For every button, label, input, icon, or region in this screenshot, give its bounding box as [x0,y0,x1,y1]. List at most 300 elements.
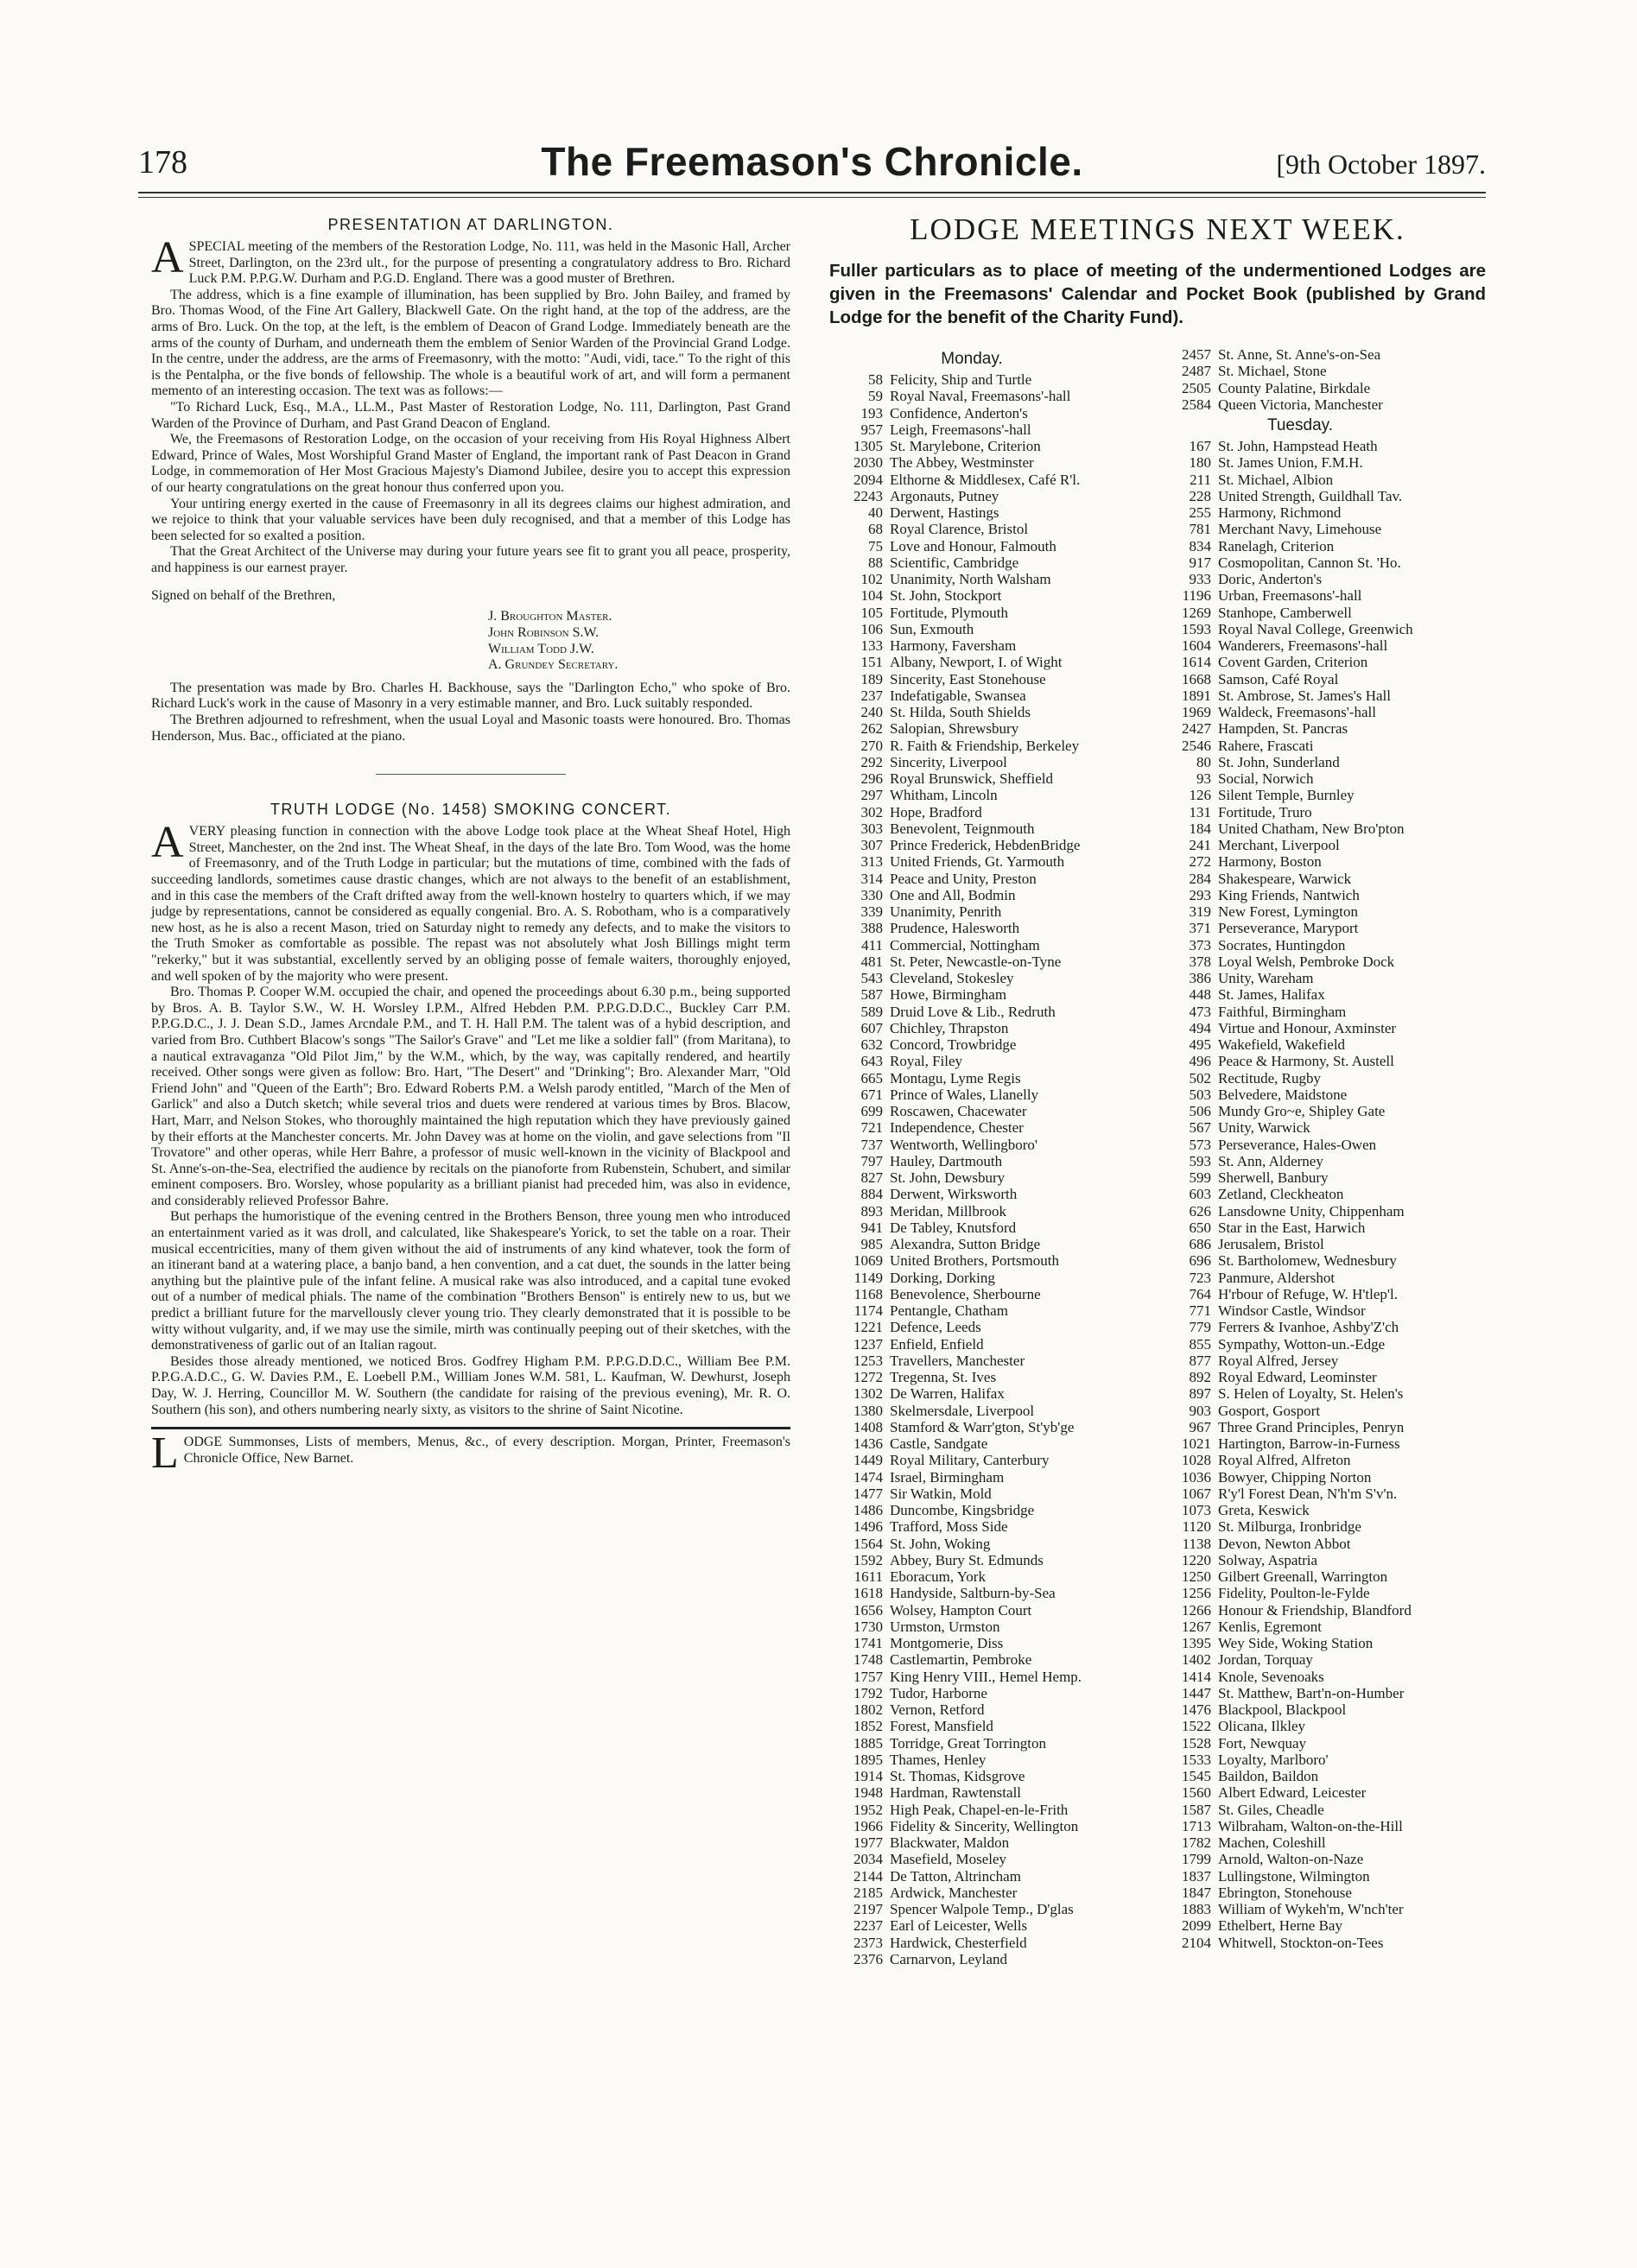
lodge-entry [1158,704,1477,720]
lodge-name-place: United Chatham, New Bro'pton [1218,820,1405,837]
lodge-name-place: Scientific, Cambridge [890,554,1019,571]
lodge-name-place: De Warren, Halifax [890,1385,1005,1403]
lodge-name-place: Benevolent, Teignmouth [890,820,1035,837]
lodge-name-place: Blackwater, Maldon [890,1834,1010,1851]
lodge-name-place: St. John, Stockport [890,587,1002,605]
lodge-name-place: H'rbour of Refuge, W. H'tlep'l. [1218,1285,1398,1302]
lodge-entry [1158,1868,1477,1885]
lodge-entry [829,605,1149,621]
lodge-name-place: Forest, Mansfield [890,1718,993,1735]
lodge-entry [1158,1286,1477,1302]
lodge-entry [1158,1403,1477,1419]
lodge-name-place: St. Bartholomew, Wednesbury [1218,1252,1397,1270]
lodge-name-place: Torridge, Great Torrington [890,1734,1046,1752]
lodge-name-place: Royal Clarence, Bristol [890,521,1029,538]
lodge-entry [829,920,1149,936]
lodge-number: 1253 [853,1352,883,1369]
lodge-entry [829,1053,1149,1069]
lodge-list-tuesday [1158,438,1477,1951]
lodge-name-place: Wilbraham, Walton-on-the-Hill [1218,1817,1403,1834]
lodge-entry [829,1917,1149,1934]
lodge-name-place: Samson, Café Royal [1218,670,1339,687]
lodge-number: 1449 [853,1452,883,1469]
lodge-entry [829,720,1149,737]
lodge-number: 411 [861,936,883,953]
lodge-number: 503 [1189,1086,1211,1103]
lodge-name-place: Lullingstone, Wilmington [1218,1867,1370,1885]
lodge-name-place: Silent Temple, Burnley [1218,787,1355,804]
lodge-entry [829,687,1149,704]
lodge-entry [1158,1669,1477,1685]
lodge-entry [1158,1752,1477,1768]
lodge-name-place: Concord, Trowbridge [890,1036,1017,1053]
lodge-entry [1158,820,1477,837]
lodge-entry [829,538,1149,554]
lodge-entry [829,1369,1149,1385]
lodge-entry [1158,521,1477,537]
dropcap: A [151,233,184,282]
lodge-entry [1158,887,1477,903]
lodge-name-place: Arnold, Walton-on-Naze [1218,1851,1364,1868]
lodge-number: 603 [1189,1186,1211,1203]
lodge-number: 2457 [1182,346,1211,363]
lodge-number: 68 [868,521,883,538]
lodge-number: 373 [1189,936,1211,953]
lodge-name-place: St. John, Dewsbury [890,1169,1006,1186]
masthead-title: The Freemason's Chronicle. [541,139,1083,184]
lodge-number: 650 [1189,1219,1211,1236]
lodge-name-place: Belvedere, Maidstone [1218,1086,1348,1103]
lodge-number: 1436 [853,1435,883,1452]
lodge-number: 1174 [853,1302,883,1319]
lodge-entry [1158,1701,1477,1718]
lodge-entry [829,1169,1149,1186]
lodge-name-place: Indefatigable, Swansea [890,687,1026,704]
lodge-name-place: Royal, Filey [890,1053,963,1070]
lodge-name-place: King Henry VIII., Hemel Hemp. [890,1668,1082,1685]
lodge-name-place: Eboracum, York [890,1568,986,1585]
lodge-name-place: Faithful, Birmingham [1218,1003,1347,1020]
lodge-entry [1158,571,1477,587]
lodge-name-place: Hardwick, Chesterfield [890,1934,1027,1951]
lodge-name-place: R. Faith & Friendship, Berkeley [890,737,1080,754]
lodge-name-place: Hope, Bradford [890,803,982,820]
lodge-name-place: Tregenna, St. Ives [890,1369,997,1385]
lodge-entry [1158,1369,1477,1385]
lodge-entry [1158,538,1477,554]
lodge-entry [1158,787,1477,803]
lodge-number: 1782 [1182,1834,1211,1851]
lodge-name-place: Duncombe, Kingsbridge [890,1502,1035,1518]
lodge-entry [829,1568,1149,1585]
lodge-name-place: Merchant, Liverpool [1218,837,1340,853]
lodge-name-place: Sir Watkin, Mold [890,1485,992,1502]
lodge-number: 371 [1189,920,1211,937]
lodge-number: 721 [860,1119,883,1137]
lodge-number: 2487 [1182,363,1211,380]
lodge-number: 448 [1189,986,1211,1004]
lodge-entry [1158,920,1477,936]
lodge-entry [829,953,1149,970]
signature: William Todd J.W. [488,641,594,656]
lodge-number: 167 [1189,438,1211,454]
lodge-number: 779 [1189,1319,1211,1336]
lodge-number: 607 [860,1019,883,1036]
lodge-entry [829,820,1149,837]
lodge-number: 386 [1189,970,1211,986]
lodge-number: 237 [860,687,883,704]
lodge-number: 1380 [853,1402,883,1419]
lodge-name-place: Ranelagh, Criterion [1218,537,1335,554]
page-header [138,138,1486,193]
lodge-name-place: Devon, Newton Abbot [1218,1535,1351,1552]
lodge-name-place: St. Marylebone, Criterion [890,438,1041,454]
article-title: TRUTH LODGE (No. 1458) SMOKING CONCERT. [270,801,672,819]
lodge-name-place: Blackpool, Blackpool [1218,1701,1347,1718]
lodge-name-place: One and All, Bodmin [890,886,1016,903]
lodge-number: 737 [860,1136,883,1153]
lodge-number: 104 [860,587,883,605]
lodge-entry [1158,346,1477,363]
lodge-entry [1158,1435,1477,1452]
lodge-number: 1891 [1182,687,1211,704]
lodge-number: 93 [1196,770,1211,787]
lodge-name-place: Perseverance, Hales-Owen [1218,1136,1377,1153]
lodge-number: 2104 [1182,1934,1211,1951]
lodge-number: 1408 [853,1418,883,1435]
lodge-entry [829,1685,1149,1701]
lodge-name-place: Merchant Navy, Limehouse [1218,521,1382,538]
lodge-entry [1158,396,1477,413]
lodge-entry [829,1286,1149,1302]
lodge-name-place: Royal Edward, Leominster [1218,1369,1377,1385]
lodge-name-place: Harmony, Boston [1218,853,1322,871]
lodge-name-place: Rectitude, Rugby [1218,1069,1321,1086]
lodge-entry [1158,970,1477,986]
lodge-entry [829,887,1149,903]
lodge-number: 40 [868,504,883,521]
lodge-name-place: Urban, Freemasons'-hall [1218,587,1362,605]
lodge-number: 1741 [853,1635,883,1651]
lodge-entry [1158,1834,1477,1851]
lodge-name-place: Harmony, Richmond [1218,504,1342,521]
lodge-name-place: Panmure, Aldershot [1218,1269,1336,1286]
paragraph: The presentation was made by Bro. Charles H. Backhouse, says the "Darlington Echo," who spoke of Bro. Richard Luck's work in the cause of Masonry in a very estimable manner, and Bro. Luck suitably responded. [151,680,790,712]
lodge-name-place: St. Thomas, Kidsgrove [890,1768,1025,1784]
lodge-entry [829,1651,1149,1668]
lodge-name-place: St. James Union, F.M.H. [1218,454,1363,472]
lodge-number: 1486 [853,1502,883,1518]
lodge-name-place: Peace & Harmony, St. Austell [1218,1053,1394,1070]
lodge-entry [1158,1336,1477,1353]
lodge-number: 1266 [1182,1601,1211,1619]
lodge-number: 293 [1189,886,1211,903]
lodge-name-place: Royal Brunswick, Sheffield [890,770,1054,787]
lodge-name-place: Skelmersdale, Liverpool [890,1402,1035,1419]
lodge-number: 877 [1189,1352,1211,1369]
lodge-number: 106 [860,620,883,637]
lodge-entry [1158,1917,1477,1934]
lodge-entry [829,1784,1149,1801]
lodge-name-place: St. Ambrose, St. James's Hall [1218,687,1391,704]
lodge-entry [1158,1635,1477,1651]
lodge-entry [829,1935,1149,1951]
lodge-number: 1618 [853,1585,883,1602]
signature: J. Broughton Master. [488,609,612,624]
lodge-entry [829,488,1149,504]
lodge-name-place: Star in the East, Harwich [1218,1219,1366,1236]
lodge-entry [829,1552,1149,1568]
lodge-name-place: Unanimity, North Walsham [890,571,1051,587]
lodge-name-place: Hampden, St. Pancras [1218,720,1348,738]
lodge-number: 1220 [1182,1551,1211,1568]
lodge-number: 240 [860,704,883,720]
lodge-name-place: Socrates, Huntingdon [1218,936,1346,953]
lodge-number: 957 [860,421,883,438]
lodge-name-place: Sun, Exmouth [890,620,974,637]
lodge-number: 495 [1189,1036,1211,1053]
lodge-number: 58 [868,371,883,388]
lodge-number: 1533 [1182,1751,1211,1768]
lodge-number: 297 [860,787,883,804]
lodge-name-place: Masefield, Moseley [890,1851,1007,1868]
lodge-name-place: Sincerity, East Stonehouse [890,670,1046,687]
lodge-name-place: Covent Garden, Criterion [1218,654,1368,671]
lodge-name-place: Ardwick, Manchester [890,1884,1018,1901]
lodge-name-place: Stamford & Warr'gton, St'yb'ge [890,1418,1075,1435]
lodge-number: 1885 [853,1734,883,1752]
lodge-name-place: Lansdowne Unity, Chippenham [1218,1202,1405,1220]
lodge-number: 2237 [853,1917,883,1935]
lodge-name-place: Albany, Newport, I. of Wight [890,654,1063,671]
lodge-name-place: Royal Naval, Freemasons'-hall [890,388,1071,405]
lodge-entry [829,1502,1149,1518]
lodge-number: 2427 [1182,720,1211,738]
lodge-number: 1895 [853,1751,883,1768]
lodge-number: 102 [860,571,883,587]
lodge-entry [829,1220,1149,1236]
header-rule-thin [138,197,1486,198]
lodge-entry [1158,720,1477,737]
lodge-entry [1158,953,1477,970]
lodge-entry [829,554,1149,571]
article-title: PRESENTATION AT DARLINGTON. [327,216,614,233]
lodge-number: 80 [1196,753,1211,770]
lodge-number: 193 [860,404,883,421]
lodge-name-place: St. John, Sunderland [1218,753,1340,770]
lodge-name-place: Ferrers & Ivanhoe, Ashby'Z'ch [1218,1319,1399,1336]
lodge-name-place: Israel, Birmingham [890,1468,1005,1486]
lodge-number: 184 [1189,820,1211,837]
lodge-name-place: Loyalty, Marlboro' [1218,1751,1329,1768]
lodge-entry [829,1469,1149,1486]
paragraph: We, the Freemasons of Restoration Lodge, on the occasion of your receiving from His Royal Highness Albert Edward, Prince of Wales, Most Worshipful Grand Master of England, the important rank of Past Deacon in Grand Lodge, in commemoration of Her Most Gracious Majesty's Diamond Jubilee, desire you to accept this expression of our hearty congratulations on the great honour thus conferred upon you. [151,432,790,495]
lodge-entry [1158,1020,1477,1036]
lodge-entry [1158,1302,1477,1319]
right-column [829,212,1486,2013]
lodge-name-place: Greta, Keswick [1218,1502,1310,1518]
lodge-name-place: Montagu, Lyme Regis [890,1069,1021,1086]
lodge-number: 1656 [853,1601,883,1619]
lodge-entry [1158,1536,1477,1552]
lodge-entry [1158,1236,1477,1252]
lodge-number: 855 [1189,1335,1211,1353]
lodge-entry [1158,1036,1477,1053]
lodge-entry [829,738,1149,754]
lodge-entry [829,770,1149,787]
lodge-number: 1196 [1182,587,1211,605]
lodge-name-place: Harmony, Faversham [890,637,1017,654]
lodge-entry [1158,1452,1477,1468]
lodge-name-place: Dorking, Dorking [890,1269,995,1286]
lodge-meetings-title: LODGE MEETINGS NEXT WEEK. [910,212,1405,246]
article-body [151,233,790,744]
lodge-number: 941 [860,1219,883,1236]
lodge-entry [1158,1784,1477,1801]
lodge-list [829,346,1486,2013]
lodge-number: 1120 [1182,1518,1211,1536]
lodge-entry [1158,1270,1477,1286]
lodge-entry [1158,363,1477,379]
lodge-number: 671 [860,1086,883,1103]
lodge-entry [1158,1169,1477,1186]
lodge-number: 884 [860,1186,883,1203]
lodge-number: 543 [860,970,883,986]
lodge-number: 255 [1189,504,1211,521]
lodge-number: 626 [1189,1202,1211,1220]
lodge-entry [829,1486,1149,1502]
lodge-number: 1474 [853,1468,883,1486]
lodge-number: 1395 [1182,1635,1211,1651]
lodge-name-place: Spencer Walpole Temp., D'glas [890,1901,1074,1917]
lodge-name-place: Hartington, Barrow-in-Furness [1218,1435,1400,1452]
paragraph: "To Richard Luck, Esq., M.A., LL.M., Past Master of Restoration Lodge, No. 111, Darlington, Past Grand Warden of the Province of Durham, and Past Grand Deacon of England. [151,399,790,431]
lodge-name-place: Ethelbert, Herne Bay [1218,1917,1342,1935]
lodge-entry [1158,1486,1477,1502]
lodge-entry [829,405,1149,421]
lodge-number: 827 [860,1169,883,1186]
lodge-entry [1158,1385,1477,1402]
lodge-entry [829,454,1149,471]
lodge-entry [829,504,1149,521]
lodge-number: 88 [868,554,883,571]
lodge-entry [829,1635,1149,1651]
lodge-entry [829,1004,1149,1020]
lodge-entry [829,970,1149,986]
lodge-number: 1668 [1182,670,1211,687]
lodge-entry [829,1901,1149,1917]
lodge-entry [1158,1119,1477,1136]
lodge-name-place: Derwent, Hastings [890,504,999,521]
lodge-entry [1158,1469,1477,1486]
lodge-entry [829,1802,1149,1818]
lodge-entry [829,1236,1149,1252]
lodge-number: 1604 [1182,637,1211,654]
lodge-number: 1592 [853,1551,883,1568]
lodge-number: 314 [860,870,883,887]
lodge-entry [1158,1602,1477,1619]
lodge-number: 2243 [853,487,883,504]
lodge-entry [1158,770,1477,787]
lodge-name-place: St. Ann, Alderney [1218,1152,1323,1169]
lodge-number: 1028 [1182,1452,1211,1469]
lodge-number: 303 [860,820,883,837]
lodge-entry [829,754,1149,770]
lodge-number: 262 [860,720,883,738]
paragraph: AVERY pleasing function in connection with the above Lodge took place at the Wheat Sheaf Hotel, High Street, Manchester, on the 2nd inst. The Wheat Sheaf, in the days of the late Bro. Tom Wood, was the home of Freemasonry, and of the Truth Lodge in particular; but the mutations of time, combined with the fads of succeeding landlords, sometimes cause drastic changes, which are not always to the benefit of an establishment, and in this case the members of the Craft drifted away from the well-known hostelry to quarters which, if we may judge by representations, cannot be considered as equally congenial. Bro. A. S. Robotham, who is a comparatively new host, as he is also a recent Mason, tried on Saturday night to remedy any defects, and to make the visitors to the Truth Smoker as comfortable as possible. The repast was not absolutely what Josh Billings might term "rekerky," but it was substantial, excellently served by an obliging posse of female waiters, thoroughly enjoyed, and well spoken of by the majority who were present. [151,818,790,984]
lodge-entry [1158,804,1477,820]
lodge-number: 1272 [853,1369,883,1385]
lodge-number: 307 [860,837,883,853]
lodge-entry [829,1718,1149,1734]
lodge-entry [1158,1053,1477,1069]
lodge-entry [829,1951,1149,1967]
lodge-name-place: Abbey, Bury St. Edmunds [890,1551,1044,1568]
lodge-number: 105 [860,604,883,621]
signature: A. Grundey Secretary. [488,657,619,673]
lodge-entry [1158,1768,1477,1784]
lodge-name-place: Leigh, Freemasons'-hall [890,421,1031,438]
lodge-name-place: United Friends, Gt. Yarmouth [890,853,1065,871]
lodge-entry [1158,1186,1477,1202]
lodge-name-place: Perseverance, Maryport [1218,920,1359,937]
lodge-name-place: Fidelity & Sincerity, Wellington [890,1817,1079,1834]
lodge-number: 313 [860,853,883,871]
lodge-number: 2197 [853,1901,883,1917]
lodge-number: 75 [868,537,883,554]
dropcap: A [151,818,184,868]
lodge-name-place: St. Michael, Stone [1218,363,1327,380]
lodge-name-place: Wey Side, Woking Station [1218,1635,1374,1651]
lodge-number: 985 [860,1236,883,1252]
lodge-number: 2373 [853,1934,883,1951]
lodge-name-place: Castle, Sandgate [890,1435,988,1452]
lodge-number: 696 [1189,1252,1211,1270]
lodge-entry [829,1353,1149,1369]
lodge-name-place: Handyside, Saltburn-by-Sea [890,1585,1056,1602]
lodge-name-place: Cleveland, Stokesley [890,970,1014,986]
lodge-name-place: Independence, Chester [890,1119,1024,1137]
lodge-entry [1158,1153,1477,1169]
lodge-entry [829,1186,1149,1202]
lodge-number: 2185 [853,1884,883,1901]
lodge-number: 1269 [1182,604,1211,621]
lodge-number: 632 [860,1036,883,1053]
lodge-number: 1237 [853,1335,883,1353]
lodge-number: 587 [860,986,883,1004]
left-column [151,216,790,1479]
lodge-number: 1138 [1182,1535,1211,1552]
lodge-entry [829,986,1149,1003]
lodge-entry [1158,1885,1477,1901]
lodge-name-place: Carnarvon, Leyland [890,1950,1007,1967]
lodge-number: 1852 [853,1718,883,1735]
lodge-name-place: Gosport, Gosport [1218,1402,1321,1419]
lodge-name-place: Defence, Leeds [890,1319,981,1336]
lodge-entry [829,1153,1149,1169]
lodge-entry [829,1669,1149,1685]
lodge-number: 834 [1189,537,1211,554]
lodge-name-place: County Palatine, Birkdale [1218,379,1371,396]
lodge-entry [829,571,1149,587]
lodge-number: 1522 [1182,1718,1211,1735]
lodge-entry [829,871,1149,887]
lodge-name-place: Earl of Leicester, Wells [890,1917,1028,1935]
lodge-name-place: Hardman, Rawtenstall [890,1784,1022,1802]
lodge-number: 241 [1189,837,1211,853]
lodge-entry [829,1752,1149,1768]
lodge-entry [829,1735,1149,1752]
